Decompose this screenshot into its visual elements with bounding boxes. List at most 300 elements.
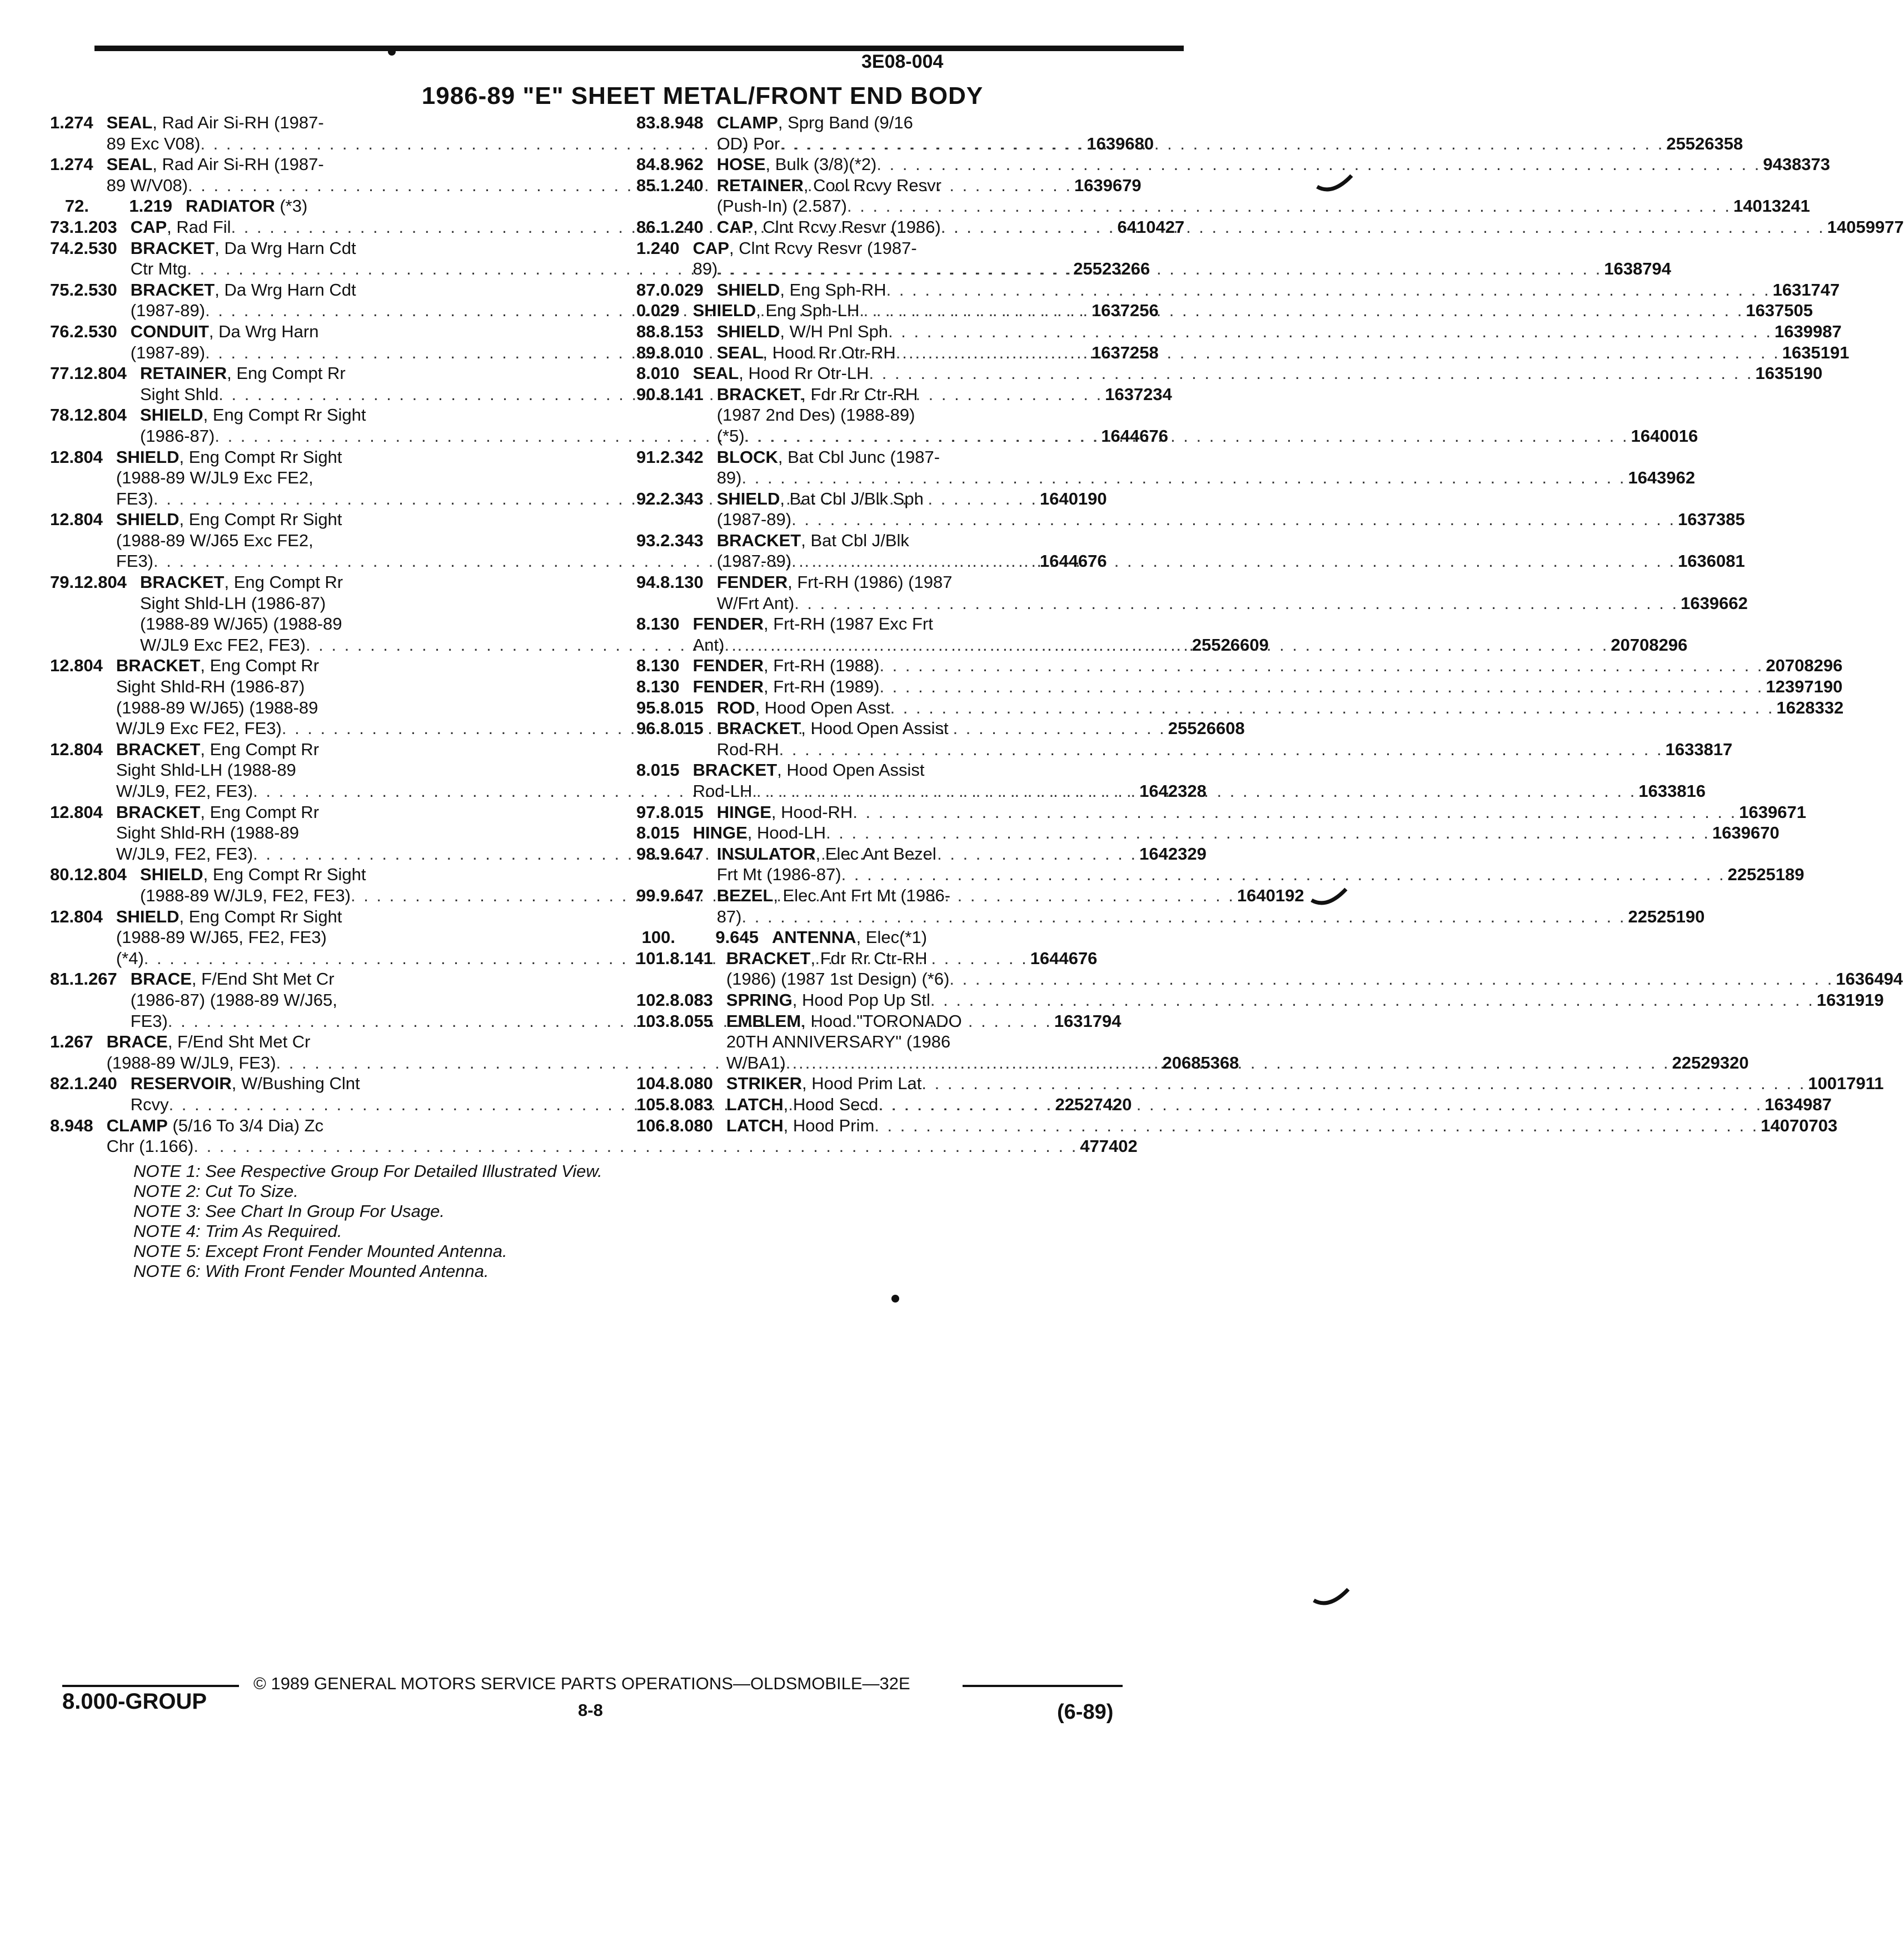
part-number: 1635191 — [1782, 342, 1850, 362]
part-name: BLOCK — [716, 447, 778, 467]
part-name: SEAL — [106, 113, 153, 132]
description-line — [717, 906, 1705, 927]
item-number: 106. — [636, 1115, 670, 1135]
group-number: 8.055 — [670, 1011, 713, 1031]
part-entry — [636, 676, 1843, 697]
group-number: 2.530 — [74, 280, 117, 300]
description-line — [726, 1052, 1749, 1074]
group-number: 8.130 — [636, 677, 680, 697]
part-name: CAP — [130, 217, 167, 237]
item-number: 102. — [636, 990, 670, 1010]
description-line — [717, 280, 1840, 301]
item-number: 79. — [50, 572, 74, 592]
part-number: 1642329 — [1139, 844, 1207, 864]
description-line — [717, 426, 1698, 447]
description-text: (1986-87) — [139, 426, 215, 446]
description-line — [726, 1073, 1884, 1094]
part-description — [717, 718, 1733, 760]
description-text: , Hood Open Assist — [801, 718, 949, 739]
part-number: 1636494 — [1836, 969, 1903, 989]
description-text: , Hood Rr Otr-RH — [762, 342, 896, 362]
item-number: 85. — [636, 175, 661, 195]
part-name: BRACKET — [130, 280, 215, 300]
description-line — [693, 613, 1688, 635]
part-name: INSULATOR — [716, 844, 816, 864]
part-entry — [636, 760, 1706, 801]
copyright: © 1989 GENERAL MOTORS SERVICE PARTS OPERATIONS—OLDSMOBILE—32E — [253, 1674, 910, 1693]
description-line — [717, 447, 1695, 468]
dot-leader — [890, 697, 1775, 718]
dot-leader — [752, 781, 1636, 802]
description-text: , Eng Compt Rr Sight — [203, 865, 366, 885]
group-number: 1.240 — [660, 175, 704, 195]
description-text: , Fdr Rr Ctr-RH — [801, 384, 918, 404]
dot-leader — [786, 1052, 1670, 1074]
group-number: 8.015 — [660, 802, 704, 822]
dot-leader — [941, 217, 1825, 238]
description-text: , Rad Air Si-RH (1987- — [152, 154, 324, 174]
description-line — [717, 739, 1733, 760]
part-entry — [636, 655, 1843, 676]
part-number: 22529320 — [1672, 1052, 1749, 1072]
part-description — [726, 1011, 1749, 1074]
part-entry — [636, 697, 1844, 718]
description-line — [693, 363, 1823, 384]
group-number: 1.219 — [129, 196, 172, 216]
group-number: 8.083 — [670, 990, 713, 1010]
part-name: SHIELD — [116, 447, 180, 467]
item-number: 97. — [636, 802, 661, 822]
part-description — [717, 844, 1805, 885]
group-number: 12.804 — [50, 906, 103, 926]
description-text: 20TH ANNIVERSARY" (1986 — [726, 1032, 951, 1052]
part-name: SHIELD — [139, 405, 203, 425]
description-text: , Eng Compt Rr — [200, 739, 320, 759]
description-line — [717, 405, 1698, 426]
part-entry — [636, 321, 1842, 342]
part-number: 12397190 — [1766, 677, 1843, 697]
description-text: (1988-89 W/J65, FE2, FE3) — [116, 927, 327, 947]
description-line — [717, 885, 1705, 906]
description-line — [693, 655, 1843, 676]
part-name: CAP — [716, 217, 754, 237]
group-label: 8.000-GROUP — [62, 1689, 207, 1714]
description-line — [726, 1094, 1832, 1115]
part-number: 1644676 — [1039, 551, 1107, 571]
description-text: , Elec Ant Frt Mt (1986- — [773, 885, 951, 905]
part-number: 1639680 — [1086, 133, 1154, 153]
description-line — [717, 718, 1733, 739]
part-number: 1640192 — [1237, 885, 1304, 905]
part-description — [717, 384, 1698, 447]
group-number: 8.130 — [636, 656, 680, 676]
part-name: BRACKET — [130, 238, 215, 258]
item-number: 103. — [636, 1011, 670, 1031]
item-number: 83. — [636, 113, 661, 132]
dot-leader — [876, 154, 1761, 175]
notes — [133, 1161, 602, 1281]
description-line — [717, 467, 1695, 488]
item-number: 82. — [50, 1074, 74, 1094]
part-entry — [636, 217, 1904, 238]
part-number: 1637256 — [1091, 301, 1159, 321]
dot-leader — [896, 342, 1780, 363]
part-description — [693, 300, 1813, 321]
item-number: 73. — [50, 217, 74, 237]
description-line — [693, 760, 1706, 781]
description-text: OD) Por — [716, 133, 780, 153]
part-name: LATCH — [726, 1094, 784, 1114]
part-number: 1637234 — [1105, 384, 1172, 404]
description-line — [717, 802, 1806, 823]
part-name: RADIATOR — [186, 196, 275, 216]
part-number: 1639671 — [1739, 802, 1806, 822]
description-text: 87) — [716, 906, 742, 926]
part-description — [726, 990, 1884, 1011]
dot-leader — [780, 133, 1664, 154]
description-text: FE3) — [130, 1011, 168, 1031]
part-entry — [636, 1073, 1884, 1094]
description-text: (1988-89 W/J65 Exc FE2, — [116, 530, 313, 550]
group-number: 9.647 — [660, 844, 704, 864]
item-number: 101. — [636, 948, 670, 968]
description-text: W/JL9, FE2, FE3) — [116, 844, 253, 864]
group-number: 12.804 — [50, 447, 103, 467]
item-number: 72. — [64, 196, 89, 216]
part-description — [693, 363, 1823, 384]
description-text: (*5) — [716, 426, 745, 446]
item-number: 96. — [636, 718, 661, 739]
part-number: 1639670 — [1712, 823, 1780, 843]
group-number: 8.948 — [660, 113, 704, 132]
binder-mark-icon — [1316, 173, 1355, 196]
part-name: BRACKET — [716, 718, 801, 739]
item-number: 75. — [50, 280, 74, 300]
description-text: (*3) — [275, 196, 308, 216]
part-name: CAP — [692, 238, 730, 258]
part-number: 22525189 — [1727, 865, 1805, 885]
part-description — [693, 822, 1780, 844]
description-line — [717, 509, 1745, 530]
group-number: 8.015 — [660, 718, 704, 739]
group-number: 8.153 — [660, 321, 704, 341]
dot-leader — [921, 1073, 1806, 1094]
part-name: SEAL — [106, 154, 153, 174]
revision-date: (6-89) — [1057, 1700, 1114, 1724]
part-entry — [636, 300, 1813, 321]
dot-leader — [841, 864, 1726, 885]
part-description — [717, 572, 1748, 613]
part-description — [717, 175, 1810, 217]
part-number: 20708296 — [1766, 656, 1843, 676]
part-number: 1637505 — [1746, 301, 1813, 321]
description-line — [726, 990, 1884, 1011]
part-name: SHIELD — [692, 301, 756, 321]
dot-leader — [878, 1094, 1762, 1115]
part-number: 477402 — [1080, 1136, 1138, 1156]
dot-leader — [874, 1115, 1758, 1136]
part-number: 1643962 — [1628, 468, 1696, 488]
part-number: 1633817 — [1665, 739, 1733, 759]
description-text: , Eng Compt Rr — [200, 802, 320, 822]
dot-leader — [742, 467, 1626, 488]
part-entry — [636, 238, 1672, 280]
group-number: 9.645 — [715, 927, 759, 947]
part-entry — [636, 572, 1748, 613]
part-name: BRACKET — [692, 760, 777, 780]
description-text: , F/End Sht Met Cr — [167, 1032, 311, 1052]
part-name: CLAMP — [716, 113, 778, 132]
part-number: 1637385 — [1678, 510, 1745, 530]
description-text: Ctr Mtg — [130, 259, 187, 279]
description-text: , Fdr Rr Ctr-RH — [810, 948, 928, 968]
group-number: 1.240 — [660, 217, 704, 237]
part-entry — [636, 948, 1903, 990]
item-number: 92. — [636, 488, 661, 508]
description-line — [726, 1011, 1749, 1032]
description-text: , Eng Compt Rr Sight — [179, 447, 342, 467]
part-number: 20708296 — [1611, 635, 1688, 655]
description-text: W/JL9 Exc FE2, FE3) — [116, 718, 282, 739]
part-name: HOSE — [716, 154, 766, 174]
part-number: 1631794 — [1054, 1011, 1122, 1031]
description-text: (1988-89 W/JL9, FE2, FE3) — [139, 885, 351, 905]
description-text: , Hood "TORONADO — [801, 1011, 962, 1031]
description-text: Sight Shld — [139, 384, 219, 404]
part-entry — [636, 802, 1806, 823]
part-number: 1639679 — [1074, 175, 1142, 195]
description-text: , Hood Pop Up Stl — [792, 990, 930, 1010]
description-text: , Da Wrg Harn Cdt — [215, 238, 356, 258]
description-text: , W/Bushing Clnt — [231, 1074, 360, 1094]
part-entry — [636, 1115, 1838, 1136]
part-name: CONDUIT — [130, 321, 209, 341]
item-number: 105. — [636, 1094, 670, 1114]
part-description — [717, 280, 1840, 301]
dot-leader — [847, 196, 1731, 217]
description-text: 89) — [692, 259, 718, 279]
part-name: BEZEL — [716, 885, 774, 905]
part-name: SHIELD — [716, 488, 780, 508]
description-text: , Hood Rr Otr-LH — [739, 363, 869, 383]
description-text: Sight Shld-LH (1986-87) — [139, 593, 326, 613]
description-text: , Eng Compt Rr Sight — [203, 405, 366, 425]
part-name: FENDER — [692, 656, 764, 676]
dot-leader — [886, 280, 1771, 301]
group-number: 12.804 — [50, 510, 103, 530]
group-number: 8.962 — [660, 154, 704, 174]
punch-dot-top — [388, 48, 396, 56]
description-text: , Eng Compt Rr — [224, 572, 343, 592]
item-number: 95. — [636, 697, 661, 717]
group-number: 8.141 — [660, 384, 704, 404]
part-description — [726, 948, 1903, 990]
dot-leader — [779, 739, 1663, 760]
part-name: HINGE — [692, 823, 747, 843]
description-line — [693, 238, 1671, 259]
description-line — [693, 300, 1813, 321]
part-description — [717, 154, 1830, 175]
description-line — [717, 572, 1748, 593]
part-name: STRIKER — [726, 1074, 802, 1094]
description-text: (*4) — [116, 948, 144, 968]
description-text: 89 Exc V08) — [106, 133, 201, 153]
description-line — [717, 154, 1830, 175]
part-number: 14070703 — [1761, 1115, 1838, 1135]
part-description — [717, 447, 1695, 488]
part-number: 14059977 — [1827, 217, 1904, 237]
part-name: BRACKET — [116, 739, 201, 759]
description-text: (1987-89) — [716, 551, 792, 571]
description-line — [717, 112, 1743, 133]
item-number: 78. — [50, 405, 74, 425]
part-number: 1634987 — [1765, 1094, 1832, 1114]
part-number: 1631747 — [1772, 280, 1840, 300]
group-number: 12.804 — [50, 802, 103, 822]
dot-leader — [791, 551, 1676, 572]
description-line — [726, 948, 1903, 969]
note-line: NOTE 4: Trim As Required. — [133, 1221, 342, 1241]
description-text: Rod-RH — [716, 739, 779, 759]
punch-dot-mid — [891, 1295, 899, 1303]
description-text: W/JL9, FE2, FE3) — [116, 781, 253, 801]
description-text: (1987-89) — [130, 301, 206, 321]
part-number: 6410427 — [1117, 217, 1185, 237]
part-number: 1642328 — [1139, 781, 1207, 801]
description-text: Ant) — [692, 635, 725, 655]
part-name: SEAL — [692, 363, 739, 383]
description-text: , Sprg Band (9/16 — [777, 113, 913, 132]
item-number: 84. — [636, 154, 661, 174]
part-description — [693, 655, 1843, 676]
part-entry — [636, 927, 1187, 948]
description-text: , Eng Sph-LH — [756, 301, 860, 321]
item-number: 99. — [636, 885, 661, 905]
description-text: , Frt-RH (1986) (1987 — [787, 572, 953, 592]
group-number: 8.015 — [636, 760, 680, 780]
part-description — [717, 802, 1806, 823]
description-text: , Eng Compt Rr Sight — [179, 906, 342, 926]
part-name: SHIELD — [716, 321, 780, 341]
description-text: Frt Mt (1986-87) — [716, 865, 841, 885]
description-line — [693, 258, 1671, 280]
description-text: W/Frt Ant) — [716, 593, 795, 613]
item-number: 80. — [50, 865, 74, 885]
description-text: , Bat Cbl J/Blk — [801, 530, 909, 550]
item-number: 81. — [50, 969, 74, 989]
part-name: RETAINER — [716, 175, 804, 195]
description-text: (1988-89 W/J65) (1988-89 — [139, 614, 342, 634]
part-entry — [636, 1094, 1832, 1115]
part-entry — [636, 822, 1780, 844]
description-text: , Frt-RH (1989) — [764, 677, 880, 697]
description-text: , Frt-RH (1988) — [764, 656, 880, 676]
group-number: 12.804 — [74, 363, 127, 383]
description-text: Sight Shld-LH (1988-89 — [116, 760, 296, 780]
part-name: LATCH — [726, 1115, 784, 1135]
note-line: NOTE 2: Cut To Size. — [133, 1181, 298, 1201]
part-name: RESERVOIR — [130, 1074, 232, 1094]
note-line: NOTE 3: See Chart In Group For Usage. — [133, 1201, 445, 1221]
part-name: ANTENNA — [772, 927, 856, 947]
part-name: BRACE — [106, 1032, 168, 1052]
group-number: 1.240 — [74, 1074, 117, 1094]
part-name: BRACE — [130, 969, 192, 989]
part-name: RETAINER — [139, 363, 227, 383]
description-text: (1988-89 W/J65) (1988-89 — [116, 697, 318, 717]
description-text: , Rad Fil — [167, 217, 231, 237]
description-line — [726, 969, 1903, 990]
part-entry — [636, 280, 1840, 301]
page-code: 3E08-004 — [861, 51, 944, 72]
item-number: 89. — [636, 342, 661, 362]
item-number: 86. — [636, 217, 661, 237]
part-description — [693, 676, 1843, 697]
part-name: BRACKET — [726, 948, 811, 968]
item-number: 87. — [636, 280, 661, 300]
description-line — [693, 781, 1706, 802]
part-entry — [636, 844, 1805, 885]
group-number: 2.342 — [660, 447, 704, 467]
description-text: , Hood-RH — [771, 802, 853, 822]
description-text: W/BA1) — [726, 1052, 786, 1072]
part-entry — [636, 530, 1745, 572]
group-number: 1.203 — [74, 217, 117, 237]
description-line — [717, 384, 1698, 405]
part-number: 10017911 — [1808, 1074, 1884, 1094]
description-text: Rod-LH — [692, 781, 752, 801]
part-description — [717, 217, 1904, 238]
description-text: , Rad Air Si-RH (1987- — [152, 113, 324, 132]
description-line — [717, 196, 1810, 217]
part-entry — [636, 175, 1810, 217]
description-text: (1987-89) — [716, 510, 792, 530]
group-number: 2.343 — [660, 530, 704, 550]
description-line — [717, 175, 1810, 196]
part-description — [717, 488, 1745, 530]
part-name: SHIELD — [116, 906, 180, 926]
item-number: 104. — [636, 1074, 670, 1094]
part-entry — [636, 447, 1696, 488]
part-name: SEAL — [716, 342, 763, 362]
group-number: 8.948 — [50, 1115, 93, 1135]
description-line — [107, 1136, 1138, 1157]
description-text: , Bat Cbl J/Blk Sph — [780, 488, 924, 508]
part-description — [693, 613, 1688, 655]
group-number: 1.274 — [50, 154, 93, 174]
description-text: , Hood Secd — [783, 1094, 879, 1114]
description-text: , Bulk (3/8)(*2) — [765, 154, 877, 174]
item-number: 74. — [50, 238, 74, 258]
part-number: 25523266 — [1073, 259, 1150, 279]
part-number: 22525190 — [1628, 906, 1705, 926]
part-number: 1637258 — [1091, 342, 1159, 362]
group-number: 1.240 — [636, 238, 680, 258]
part-number: 1628332 — [1776, 697, 1844, 717]
description-line — [717, 133, 1743, 154]
group-number: 1.274 — [50, 113, 93, 132]
binder-mark-icon — [1313, 1587, 1352, 1609]
dot-leader — [930, 990, 1815, 1011]
part-name: EMBLEM — [726, 1011, 801, 1031]
part-number: 1638794 — [1604, 259, 1672, 279]
top-rule — [94, 46, 1184, 51]
item-number: 88. — [636, 321, 661, 341]
group-number: 12.804 — [74, 405, 127, 425]
group-number: 0.029 — [660, 280, 704, 300]
description-text: , Hood Prim Lat — [802, 1074, 922, 1094]
description-text: , Hood-LH — [747, 823, 826, 843]
